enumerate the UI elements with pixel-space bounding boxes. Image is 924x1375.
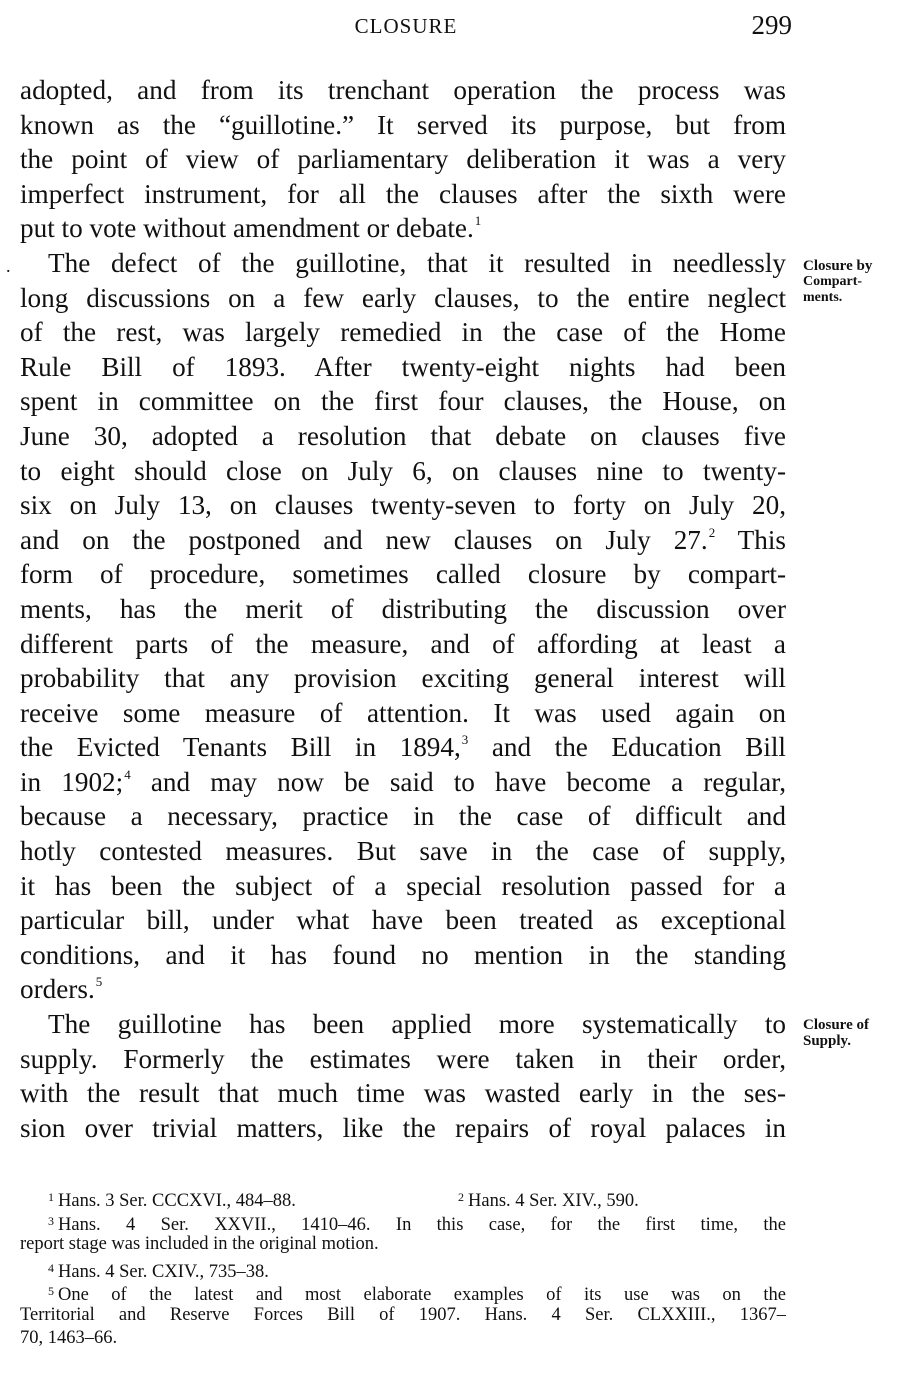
footnote-3-line: report stage was included in the original motion.: [20, 1234, 379, 1254]
sidenote-closure-of-supply: [803, 1017, 869, 1049]
text-line: imperfect instrument, for all the clauses after the sixth were: [20, 178, 786, 209]
text-line: because a necessary, practice in the case of difficult and: [20, 801, 786, 832]
text-line: with the result that much time was wasted early in the ses-: [20, 1078, 786, 1109]
footnote-2: $^2$ Hans. 4 Ser. XIV., 590.: [458, 1190, 639, 1211]
text-line: put to vote without amendment or debate.$^1$: [20, 213, 482, 244]
text-line: in 1902;$^4$ and may now be said to have become a regular,: [20, 766, 786, 797]
text-line: probability that any provision exciting general interest will: [20, 663, 786, 694]
text-line: orders.$^5$: [20, 974, 103, 1005]
footnote-5-line: $^5$ One of the latest and most elaborate examples of its use was on the: [48, 1284, 786, 1304]
sidenote-line: Supply.: [803, 1033, 851, 1049]
sidenote-line: Compart-: [803, 274, 863, 289]
text-line: different parts of the measure, and of affording at least a: [20, 628, 786, 659]
sidenote-line: Closure by: [803, 258, 873, 274]
text-line: adopted, and from its trenchant operation the process was: [20, 75, 786, 105]
text-line: six on July 13, on clauses twenty-seven to forty on July 20,: [20, 490, 786, 521]
text-line: the Evicted Tenants Bill in 1894,$^3$ and the Education Bill: [20, 732, 786, 763]
sidenote-line: ments.: [803, 290, 843, 305]
text-line: known as the “guillotine.” It served its purpose, but from: [20, 109, 786, 140]
footnote-5-line: 70, 1463–66.: [20, 1328, 118, 1348]
text-line: The defect of the guillotine, that it resulted in needlessly: [48, 247, 786, 278]
sidenote-line: Closure of: [803, 1017, 869, 1033]
text-line: it has been the subject of a special resolution passed for a: [20, 870, 786, 901]
footnote-ref: 2: [708, 524, 716, 540]
stray-mark: .: [6, 256, 11, 276]
footnotes: [20, 1186, 786, 1351]
footnote-row-1-2: [20, 1186, 786, 1210]
page-number: 299: [751, 10, 792, 40]
text-line: form of procedure, sometimes called closure by compart-: [20, 559, 786, 590]
footnote-ref: 1: [474, 213, 482, 229]
footnote-ref: 5: [95, 974, 103, 990]
footnote-4: $^4$ Hans. 4 Ser. CXIV., 735–38.: [48, 1260, 269, 1280]
text-line: to eight should close on July 6, on clauses nine to twenty-: [20, 455, 786, 486]
text-line: sion over trivial matters, like the repairs of royal palaces in: [20, 1112, 786, 1143]
running-head: [20, 10, 792, 42]
footnote-5-line: Territorial and Reserve Forces Bill of 1907. Hans. 4 Ser. CLXXIII., 1367–: [20, 1304, 786, 1325]
text-line: conditions, and it has found no mention in the standing: [20, 939, 786, 970]
text-line: hotly contested measures. But save in the case of supply,: [20, 836, 786, 867]
running-title: CLOSURE: [354, 14, 458, 38]
text-line: The guillotine has been applied more systematically to: [48, 1009, 786, 1040]
text-line: receive some measure of attention. It was used again on: [20, 697, 786, 728]
text-line: the point of view of parliamentary deliberation it was a very: [20, 144, 786, 175]
text-line: and on the postponed and new clauses on July 27.$^2$ This: [20, 524, 786, 555]
footnote-3-line: $^3$ Hans. 4 Ser. XXVII., 1410–46. In this case, for the first time, the: [48, 1213, 786, 1233]
text-line: June 30, adopted a resolution that debate on clauses five: [20, 420, 786, 451]
footnote-1: $^1$ Hans. 3 Ser. CCCXVI., 484–88.: [48, 1190, 296, 1211]
text-line: of the rest, was largely remedied in the case of the Home: [20, 317, 786, 348]
text-line: ments, has the merit of distributing the discussion over: [20, 593, 786, 624]
text-line: particular bill, under what have been treated as exceptional: [20, 905, 786, 936]
text-line: long discussions on a few early clauses, to the entire neglect: [20, 282, 786, 313]
body-text: [20, 73, 786, 1145]
footnote-ref: 4: [124, 766, 131, 782]
text-line: Rule Bill of 1893. After twenty-eight nights had been: [20, 351, 786, 382]
text-line: spent in committee on the first four clauses, the House, on: [20, 386, 786, 417]
footnote-ref: 3: [461, 732, 469, 748]
sidenote-closure-by-compartments: [803, 258, 872, 306]
text-line: supply. Formerly the estimates were taken in their order,: [20, 1043, 786, 1074]
